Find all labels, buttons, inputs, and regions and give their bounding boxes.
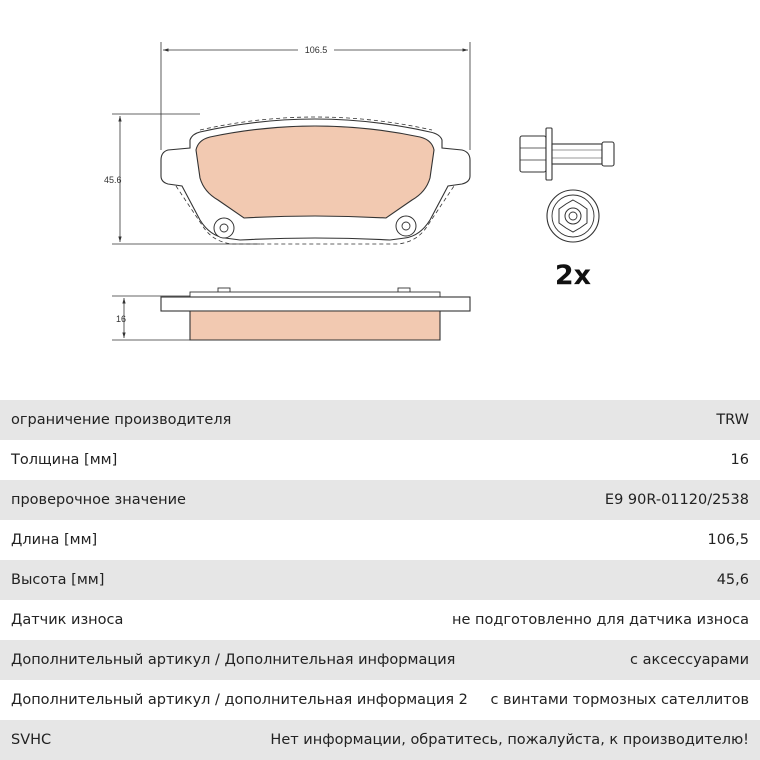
spec-label: SVHC	[11, 732, 52, 748]
spec-row-height	[0, 560, 760, 600]
dim-thickness-label: 16	[116, 314, 127, 324]
spec-label: Дополнительный артикул / Дополнительная информация	[11, 652, 456, 668]
brake-pad-side-view	[161, 288, 470, 340]
quantity-label: 2x	[554, 260, 592, 291]
spec-value: E9 90R-01120/2538	[604, 492, 749, 508]
spec-row-additional-info	[0, 640, 760, 680]
brake-pad-front-view	[161, 117, 470, 244]
spec-value: не подготовленно для датчика износа	[452, 612, 749, 628]
specs-table	[0, 400, 760, 760]
spec-label: проверочное значение	[11, 492, 186, 508]
spec-value: TRW	[716, 412, 749, 428]
spec-value: 45,6	[716, 572, 749, 588]
spec-row-test-mark	[0, 480, 760, 520]
spec-label: Дополнительный артикул / дополнительная информация 2	[11, 692, 468, 708]
spec-value: 16	[730, 452, 749, 468]
spec-label: ограничение производителя	[11, 412, 232, 428]
spec-row-wear-sensor	[0, 600, 760, 640]
spec-row-thickness	[0, 440, 760, 480]
spec-label: Длина [мм]	[11, 532, 98, 548]
spec-label: Высота [мм]	[11, 572, 105, 588]
spec-row-manufacturer	[0, 400, 760, 440]
bolt-side-icon	[520, 128, 614, 180]
spec-row-additional-info-2	[0, 680, 760, 720]
spec-value: с аксессуарами	[630, 652, 749, 668]
spec-row-length	[0, 520, 760, 560]
dim-height-label: 45.6	[104, 175, 122, 185]
spec-value: Нет информации, обратитесь, пожалуйста, к производителю!	[270, 732, 749, 748]
spec-value: 106,5	[707, 532, 749, 548]
dim-length-label: 106.5	[304, 45, 328, 55]
bolt-head-icon	[547, 190, 599, 242]
spec-value: с винтами тормозных сателлитов	[490, 692, 749, 708]
spec-label: Толщина [мм]	[11, 452, 118, 468]
spec-row-svhc	[0, 720, 760, 760]
spec-label: Датчик износа	[11, 612, 124, 628]
